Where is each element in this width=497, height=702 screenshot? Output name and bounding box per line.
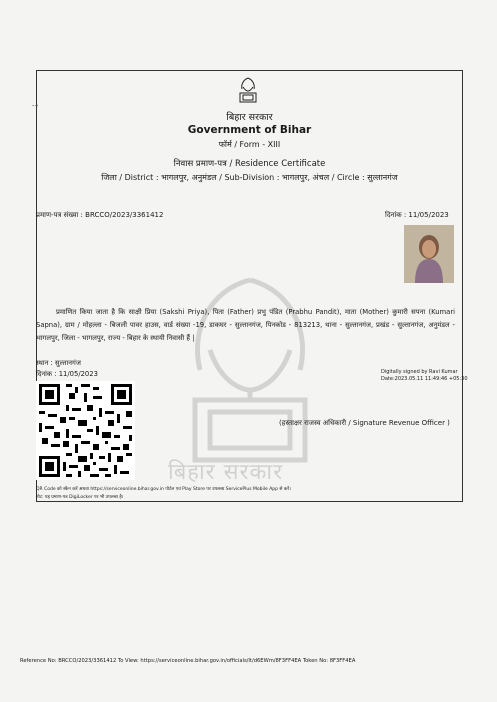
signatory-designation: (हस्ताक्षर राजस्व अधिकारी / Signature Revenue Officer ) <box>279 419 450 427</box>
digital-signature-date: Date:2023.05.11 11:49:46 +05:30 <box>381 376 468 382</box>
margin-mark: -• <box>32 102 39 110</box>
qr-code[interactable] <box>36 381 135 480</box>
digital-signature-name: Digitally signed by Ravi Kumar <box>381 369 458 375</box>
bihar-emblem-watermark <box>150 260 350 480</box>
qr-instructions-line-1: QR Code को स्कैन करें अथवा https://serviceonline.bihar.gov.in पोर्टल एवं Play Store पर उपलब्ध ServicePlus Mobile App से करें। <box>36 487 291 492</box>
certificate-number: प्रमाण-पत्र संख्या : BRCCO/2023/3361412 <box>36 211 164 219</box>
watermark-text: बिहार सरकार <box>168 460 284 485</box>
form-number: फॉर्म / Form - XIII <box>218 140 281 149</box>
applicant-photo <box>404 225 454 283</box>
govt-english: Government of Bihar <box>187 124 312 136</box>
reference-footer: Reference No: BRCCO/2023/3361412 To View: https://serviceonline.bihar.gov.in/officials/It/d6EWm/8F3FF4EA Token No: 8F3FF4EA <box>20 658 356 664</box>
place-line: स्थान : सुल्तानगंज <box>36 359 81 367</box>
certificate-date: दिनांक : 11/05/2023 <box>385 211 449 219</box>
qr-instructions <box>36 486 291 502</box>
certificate-title: निवास प्रमाण-पत्र / Residence Certificate <box>173 159 326 169</box>
jurisdiction-line: जिला / District : भागलपुर, अनुमंडल / Sub-Division : भागलपुर, अंचल / Circle : सुल्तानगंज <box>101 173 398 182</box>
govt-hindi: बिहार सरकार <box>226 112 273 123</box>
certificate-body: प्रमाणित किया जाता है कि साक्षी प्रिया (Sakshi Priya), पिता (Father) प्रभु पंडित (Prabhu Pandit), माता (Mother) कुमारी सपना (Kumari Sapna), ग्राम / मोहल्ला - बिजली पावर हाउस, वार्ड संख्या -19, डाकघर - सुल्तानगंज, पिनकोड - 813213, थाना - सुल्तानगंज, प्रखंड - सुल्तानगंज, अनुमंडल - भागलपुर, जिला - भागलपुर, राज्य - बिहार के स्थायी निवासी हैं | <box>36 308 455 342</box>
issue-date: दिनांक : 11/05/2023 <box>36 370 98 378</box>
qr-instructions-line-2: नोट: यह प्रमाण-पत्र DigiLocker पर भी उपलब्ध है। <box>36 495 124 500</box>
bihar-emblem <box>234 76 262 104</box>
